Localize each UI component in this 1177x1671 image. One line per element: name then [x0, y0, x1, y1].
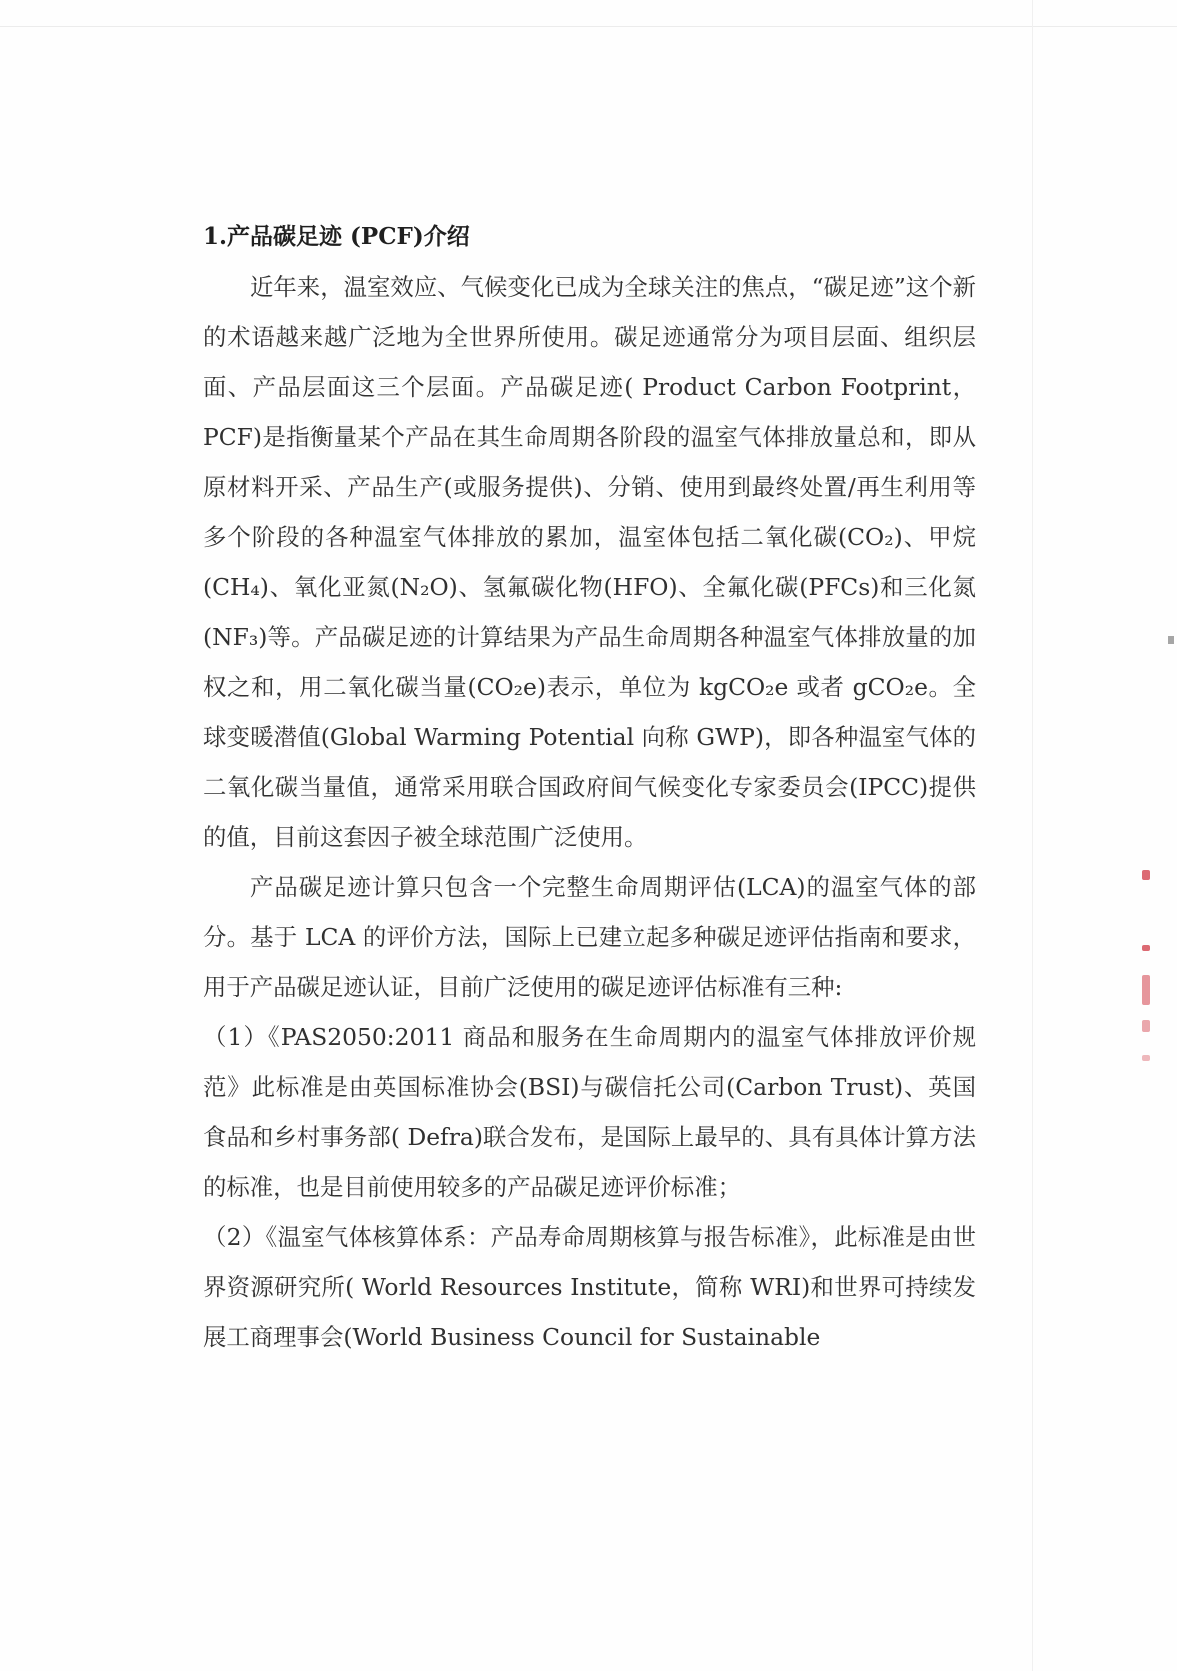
seal-stamp-fragment — [1142, 975, 1150, 1005]
seal-stamp-fragment — [1142, 945, 1150, 951]
scan-speck — [1168, 636, 1174, 644]
section-heading: 1.产品碳足迹 (PCF)介绍 — [203, 223, 470, 250]
paragraph-intro: 近年来，温室效应、气候变化已成为全球关注的焦点，“碳足迹”这个新的术语越来越广泛地为全世界所使用。碳足迹通常分为项目层面、组织层面、产品层面这三个层面。产品碳足迹( Product Carbon Footprint，PCF)是指衡量某个产品在其生命周期各阶段的温室气体排放量总和，即从原材料开采、产品生产(或服务提供)、分销、使用到最终处置/再生利用等多个阶段的各种温室气体排放的累加，温室体包括二氧化碳(CO₂)、甲烷(CH₄)、氧化亚氮(N₂O)、氢氟碳化物(HFO)、全氟化碳(PFCs)和三化氮(NF₃)等。产品碳足迹的计算结果为产品生命周期各种温室气体排放量的加权之和，用二氧化碳当量(CO₂e)表示，单位为 kgCO₂e 或者 gCO₂e。全球变暖潜值(Global Warming Potential 向称 GWP)，即各种温室气体的二氧化碳当量值，通常采用联合国政府间气候变化专家委员会(IPCC)提供的值，目前这套因子被全球范围广泛使用。 — [203, 273, 976, 851]
page-edge-line — [0, 26, 1177, 27]
seal-stamp-fragment — [1142, 870, 1150, 880]
paragraph-standards: 产品碳足迹计算只包含一个完整生命周期评估(LCA)的温室气体的部分。基于 LCA 的评价方法，国际上已建立起多种碳足迹评估指南和要求，用于产品碳足迹认证，目前广泛使用的碳足迹评估标准有三种: — [203, 873, 976, 1001]
list-item-pas2050: （1）《PAS2050:2011 商品和服务在生命周期内的温室气体排放评价规范》此标准是由英国标准协会(BSI)与碳信托公司(Carbon Trust)、英国食品和乡村事务部( Defra)联合发布，是国际上最早的、具有具体计算方法的标准，也是目前使用较多的产品碳足迹评价标准； — [203, 1023, 976, 1201]
document-body — [203, 212, 976, 1362]
scan-fold-line — [1032, 0, 1033, 1671]
seal-stamp-fragment — [1142, 1020, 1150, 1032]
seal-stamp-fragment — [1142, 1055, 1150, 1061]
list-item-ghg-protocol: （2）《温室气体核算体系：产品寿命周期核算与报告标准》，此标准是由世界资源研究所( World Resources Institute，简称 WRI)和世界可持续发展工商理事会(World Business Council for Sustainable — [203, 1223, 976, 1351]
